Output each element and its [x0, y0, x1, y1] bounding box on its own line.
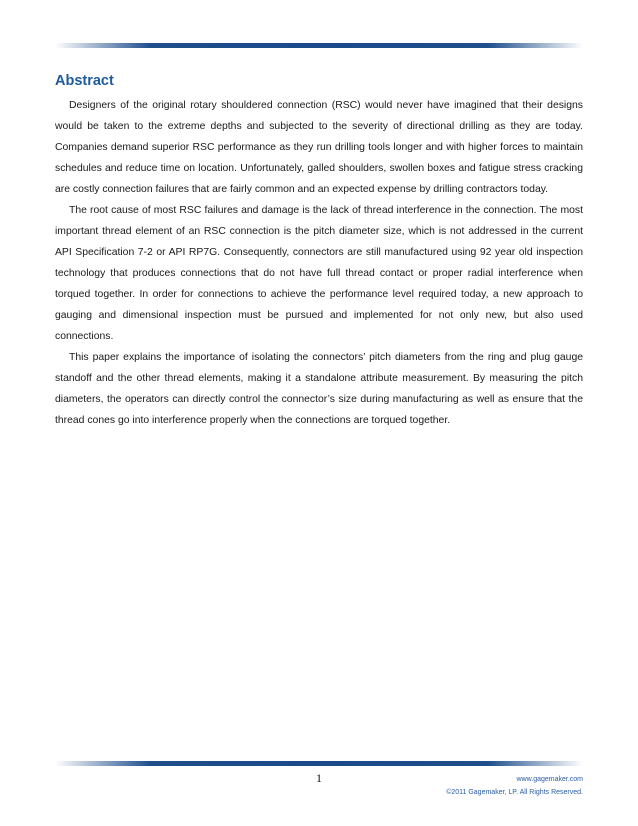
website-link[interactable]: www.gagemaker.com [516, 776, 583, 783]
section-heading: Abstract [55, 73, 114, 89]
abstract-paragraph-2: The root cause of most RSC failures and damage is the lack of thread interference in the connection. The most important thread element of an RSC connection is the pitch diameter size, which is not addressed in the current API Specification 7-2 or API RP7G. Consequently, connectors are still manufactured using 92 year old inspection technology that produces connections that do not have full thread contact or proper radial interference when torqued together. In order for connections to achieve the performance level required today, a new approach to gauging and dimensional inspection must be pursued and implemented for not only new, but also used connections. [55, 205, 583, 342]
footer-info [446, 773, 583, 799]
footer-rule [55, 761, 583, 766]
abstract-paragraph-3: This paper explains the importance of isolating the connectors’ pitch diameters from the ring and plug gauge standoff and the other thread elements, making it a standalone attribute measurement. By measuring the pitch diameters, the operators can directly control the connector’s size during manufacturing as well as ensure that the thread cones go into interference properly when the connections are torqued together. [55, 352, 583, 426]
abstract-section [55, 73, 583, 431]
abstract-paragraph-1: Designers of the original rotary shouldered connection (RSC) would never have imagined that their designs would be taken to the extreme depths and subjected to the severity of directional drilling as they are today. Companies demand superior RSC performance as they run drilling tools longer and with higher forces to maintain schedules and reduce time on location. Unfortunately, galled shoulders, swollen boxes and fatigue stress cracking are costly connection failures that are fairly common and an expected expense by drilling contractors today. [55, 100, 583, 195]
header-rule [55, 43, 583, 48]
page-number: 1 [316, 771, 322, 785]
copyright-text: ©2011 Gagemaker, LP. All Rights Reserved. [446, 789, 583, 796]
